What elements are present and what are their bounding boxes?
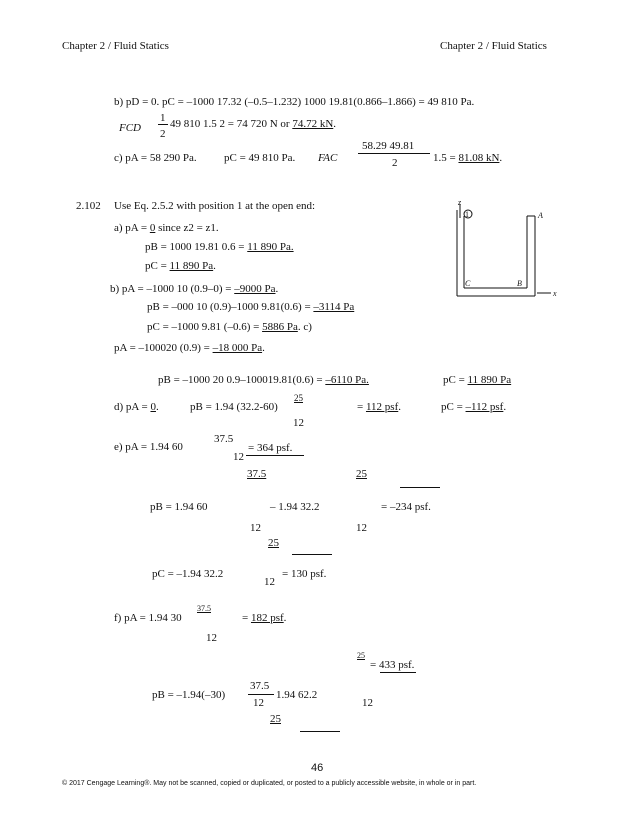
- a-pa: [114, 222, 219, 235]
- fcd-expr: [170, 118, 336, 131]
- e-pb-pre: pB = 1.94 60: [150, 501, 208, 513]
- c-frac-num: 58.29 49.81: [362, 140, 415, 152]
- c2-pa-pre: pA = –100020 (0.9) =: [114, 342, 213, 354]
- d-pa-pre: d) pA =: [114, 401, 151, 413]
- problem-number: 2.102: [76, 200, 101, 212]
- d-pc: [441, 401, 506, 414]
- f-pb-num: 37.5: [250, 680, 270, 692]
- f-pa-den: 12: [206, 632, 217, 644]
- d-pb-post: .: [398, 401, 402, 413]
- d-pc-val: –112 psf: [465, 401, 504, 413]
- c2-pb-val: –6110 Pa.: [325, 374, 369, 386]
- b-pa: [110, 283, 278, 296]
- b-pb-pre: pB = –000 10 (0.9)–1000 9.81(0.6) =: [147, 301, 314, 313]
- f-pa-val: 182 psf: [250, 612, 284, 624]
- d-pa-val: 0: [150, 401, 156, 413]
- fcd-label: FCD: [119, 122, 141, 134]
- f-pb-den2: 12: [362, 697, 373, 709]
- c-pa: c) pA = 58 290 Pa.: [114, 152, 197, 164]
- e-pb-den2: 12: [356, 522, 367, 534]
- fcd-answer: 74.72 kN: [292, 118, 334, 130]
- x-label: x: [553, 289, 557, 298]
- f-pc-underline: [380, 672, 416, 673]
- c-answer: 81.08 kN: [458, 152, 500, 164]
- e-pb-num1: 37.5: [247, 468, 267, 480]
- f-pa-result: [242, 612, 286, 625]
- e-pc-num: 25: [268, 537, 279, 549]
- e-pa-val: = 364 psf.: [248, 442, 293, 454]
- f-pc-val: = 433 psf.: [370, 659, 415, 671]
- d-pa: [114, 401, 159, 414]
- b-pc: [147, 321, 312, 334]
- header-left: Chapter 2 / Fluid Statics: [62, 40, 169, 52]
- f-last-line: [300, 731, 340, 732]
- d-pb-eq: =: [357, 401, 366, 413]
- copyright-footer: © 2017 Cengage Learning®. May not be scanned, copied or duplicated, or posted to a publicly accessible website, in whole or in part.: [62, 780, 477, 787]
- e-pb-val: = –234 psf.: [381, 501, 431, 513]
- fcd-end: .: [333, 118, 337, 130]
- d-pc-pre: pC =: [441, 401, 466, 413]
- e-pc-den: 12: [264, 576, 275, 588]
- d-pb-den: 12: [293, 417, 304, 429]
- e-pc-val: = 130 psf.: [282, 568, 327, 580]
- z-label: z: [458, 198, 462, 207]
- a-pc: [145, 260, 216, 273]
- b-pa-pre: b) pA = –1000 10 (0.9–0) =: [110, 283, 235, 295]
- e-pb-num2: 25: [356, 468, 367, 480]
- b-pc-pre: pC = –1000 9.81 (–0.6) =: [147, 321, 263, 333]
- fcd-expr-text: 49 810 1.5 2 = 74 720 N or: [170, 118, 293, 130]
- c-label: C: [465, 279, 471, 288]
- f-pa-sup: 37.5: [197, 604, 211, 613]
- b-pb: [147, 301, 354, 314]
- f-pa-post: .: [283, 612, 287, 624]
- f-pa-eq: =: [242, 612, 251, 624]
- d-pb-val: 112 psf: [365, 401, 399, 413]
- a-pb-pre: pB = 1000 19.81 0.6 =: [145, 241, 248, 253]
- c-frac-den: 2: [392, 157, 398, 169]
- c-end: .: [499, 152, 503, 164]
- b-pc-val: 5886 Pa: [262, 321, 298, 333]
- header-right: Chapter 2 / Fluid Statics: [440, 40, 547, 52]
- b-pa-post: .: [275, 283, 279, 295]
- page-number: 46: [311, 762, 324, 774]
- f-last-num: 25: [270, 713, 281, 725]
- e-pb-mid: – 1.94 32.2: [270, 501, 320, 513]
- problem-statement: Use Eq. 2.5.2 with position 1 at the open end:: [114, 200, 316, 212]
- a-pa-val: 0: [149, 222, 156, 234]
- d-pa-post: .: [155, 401, 159, 413]
- f-pc-sup: 25: [357, 651, 365, 660]
- d-pb-pre: pB = 1.94 (32.2-60): [190, 401, 278, 413]
- c2-pa-val: –18 000 Pa: [212, 342, 263, 354]
- f-pb-frac-bar: [248, 694, 274, 695]
- e-pa-underline: [246, 455, 304, 456]
- e-pc-line: [292, 554, 332, 555]
- point-1-label: 1: [465, 210, 469, 219]
- fcd-frac-den: 2: [160, 128, 166, 140]
- a-label: A: [538, 211, 543, 220]
- f-pb-pre: pB = –1.94(–30): [152, 689, 226, 701]
- f-pb-den: 12: [253, 697, 264, 709]
- b-pa-val: –9000 Pa: [234, 283, 276, 295]
- a-pb: [145, 241, 294, 254]
- a-pc-post: .: [213, 260, 216, 272]
- e-pb-line: [400, 487, 440, 488]
- e-pa-den: 12: [233, 451, 244, 463]
- d-pc-post: .: [503, 401, 507, 413]
- c2-pb-pre: pB = –1000 20 0.9–100019.81(0.6) =: [158, 374, 326, 386]
- fcd-frac-num: 1: [160, 112, 166, 124]
- c-pc: pC = 49 810 Pa.: [224, 152, 296, 164]
- a-pa-pre: a) pA =: [114, 222, 150, 234]
- line-b-pd: b) pD = 0. pC = –1000 17.32 (–0.5–1.232) 1000 19.81(0.866–1.866) = 49 810 Pa.: [114, 96, 475, 108]
- a-pc-val: 11 890 Pa: [169, 260, 214, 272]
- c2-pc-pre: pC =: [443, 374, 468, 386]
- c-frac-bar: [358, 153, 430, 154]
- u-tube-diagram: [445, 196, 570, 306]
- a-pc-pre: pC =: [145, 260, 170, 272]
- fcd-frac-bar: [158, 124, 168, 125]
- c2-pb: [158, 374, 369, 387]
- c-fac: FAC: [318, 152, 338, 164]
- c2-pc: [443, 374, 511, 387]
- b-pc-post: . c): [297, 321, 312, 333]
- b-label: B: [517, 279, 522, 288]
- c2-pa-post: .: [262, 342, 265, 354]
- b-pb-val: –3114 Pa: [313, 301, 355, 313]
- e-pb-den1: 12: [250, 522, 261, 534]
- c2-pa: [114, 342, 265, 355]
- a-pb-val: 11 890 Pa.: [247, 241, 294, 253]
- d-pb-sup: 25: [294, 393, 303, 403]
- a-pa-post: since z2 = z1.: [155, 222, 219, 234]
- f-pb-mid: 1.94 62.2: [276, 689, 318, 701]
- e-pa-pre: e) pA = 1.94 60: [114, 441, 183, 453]
- f-pa-pre: f) pA = 1.94 30: [114, 612, 182, 624]
- c2-pc-val: 11 890 Pa: [467, 374, 512, 386]
- c-mult-text: 1.5 =: [433, 152, 459, 164]
- e-pa-num: 37.5: [214, 433, 234, 445]
- c-mult: [433, 152, 502, 165]
- d-pb-result: [357, 401, 401, 414]
- e-pc-pre: pC = –1.94 32.2: [152, 568, 224, 580]
